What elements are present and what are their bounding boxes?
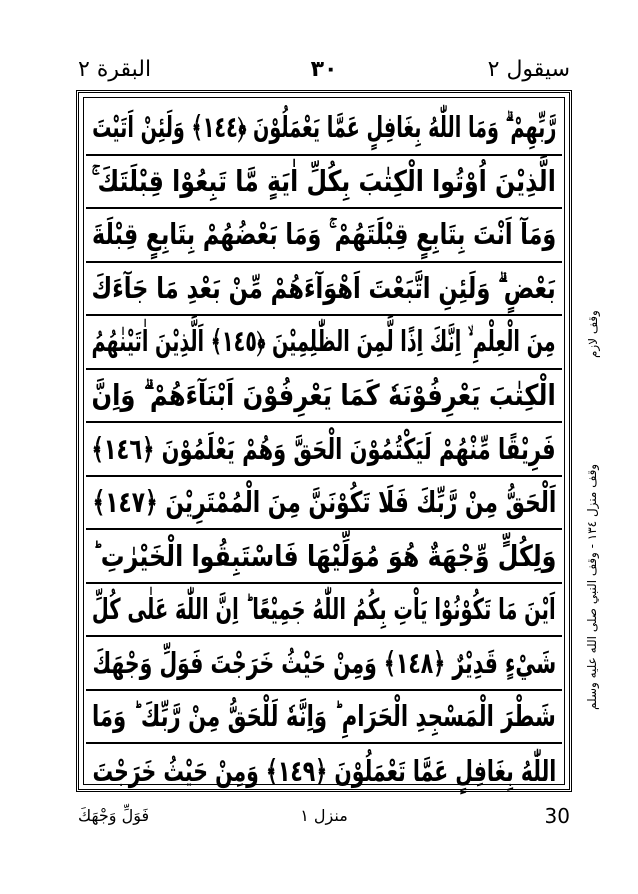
verse-line-text: وَلِكُلٍّ وِّجْهَةٌ هُوَ مُوَلِّيْهَا فَاسْتَبِقُوا الْخَيْرٰتِ ؕ (92, 538, 556, 573)
verse-line (86, 263, 562, 317)
verse-line (86, 744, 562, 798)
verse-line (86, 530, 562, 584)
margin-note-waqf-lazim: وقف لازم (586, 310, 600, 358)
verse-line (86, 423, 562, 477)
verse-line (86, 584, 562, 638)
manzil-label: منزل ١ (300, 806, 348, 825)
juz-name: سيقول ٢ (487, 57, 570, 82)
verse-line-text: شَيْءٍ قَدِيْرٌ ﴿١٤٨﴾ وَمِنْ حَيْثُ خَرَجْتَ فَوَلِّ وَجْهَكَ (92, 645, 556, 680)
verse-line-text: فَرِيْقًا مِّنْهُمْ لَيَكْتُمُوْنَ الْحَقَّ وَهُمْ يَعْلَمُوْنَ ﴿١٤٦﴾ (91, 431, 557, 466)
verse-line-text: بَعْضٍ ۗ وَلَئِنِ اتَّبَعْتَ اَهْوَآءَهُمْ مِّنْ بَعْدِ مَا جَآءَكَ (91, 270, 557, 305)
page-number: 30 (544, 804, 570, 828)
verse-line-text: الَّذِيْنَ اُوْتُوا الْكِتٰبَ بِكُلِّ اٰيَةٍ مَّا تَبِعُوْا قِبْلَتَكَ ۚ (91, 163, 557, 198)
verse-line (86, 477, 562, 531)
verse-line-text: اَيْنَ مَا تَكُوْنُوْا يَاْتِ بِكُمُ اللّٰهُ جَمِيْعًا ؕ اِنَّ اللّٰهَ عَلٰى كُلِّ (92, 592, 556, 627)
verse-line (86, 102, 562, 156)
verse-line-text: الْكِتٰبَ يَعْرِفُوْنَهٗ كَمَا يَعْرِفُوْنَ اَبْنَآءَهُمْ ۗ وَاِنَّ (91, 377, 557, 412)
page-footer (78, 802, 570, 830)
page-number-arabic: ٣٠ (310, 57, 338, 82)
verse-line-text: شَطْرَ الْمَسْجِدِ الْحَرَامِ ؕ وَاِنَّهٗ لَلْحَقُّ مِنْ رَّبِّكَ ؕ وَمَا (92, 699, 556, 734)
catchword: فَوَلِّ وَجْهَكَ (78, 806, 150, 825)
verse-line-text: اللّٰهُ بِغَافِلٍ عَمَّا تَعْمَلُوْنَ ﴿١٤٩﴾ وَمِنْ حَيْثُ خَرَجْتَ (92, 753, 556, 788)
verse-line-text: اَلْحَقُّ مِنْ رَّبِّكَ فَلَا تَكُوْنَنَّ مِنَ الْمُمْتَرِيْنَ ﴿١٤٧﴾ (92, 485, 556, 520)
verse-line-text: رَّبِّهِمْ ۗ وَمَا اللّٰهُ بِغَافِلٍ عَمَّا يَعْمَلُوْنَ ﴿١٤٤﴾ وَلَئِنْ اَتَيْتَ (91, 110, 557, 145)
verse-line (86, 637, 562, 691)
page-header (78, 56, 570, 84)
verse-line-text: وَمَآ اَنْتَ بِتَابِعٍ قِبْلَتَهُمْ ۚ وَمَا بَعْضُهُمْ بِتَابِعٍ قِبْلَةَ (91, 217, 557, 252)
verse-line (86, 370, 562, 424)
verse-line (86, 209, 562, 263)
verse-line (86, 156, 562, 210)
margin-note-waqf-manzil: وقف منزل ١٣٤ - وقف النبي صلى الله عليه وسلم (585, 463, 599, 710)
surah-name: البقرة ٢ (78, 57, 152, 82)
verse-lines (86, 102, 562, 788)
text-frame-inner (83, 97, 565, 788)
verse-line-text: مِنَ الْعِلْمِ ۙ اِنَّكَ اِذًا لَّمِنَ الظّٰلِمِيْنَ ﴿١٤٥﴾ اَلَّذِيْنَ اٰتَيْنٰهُمُ (91, 324, 557, 359)
verse-line (86, 691, 562, 745)
verse-line (86, 316, 562, 370)
text-frame (76, 90, 572, 792)
